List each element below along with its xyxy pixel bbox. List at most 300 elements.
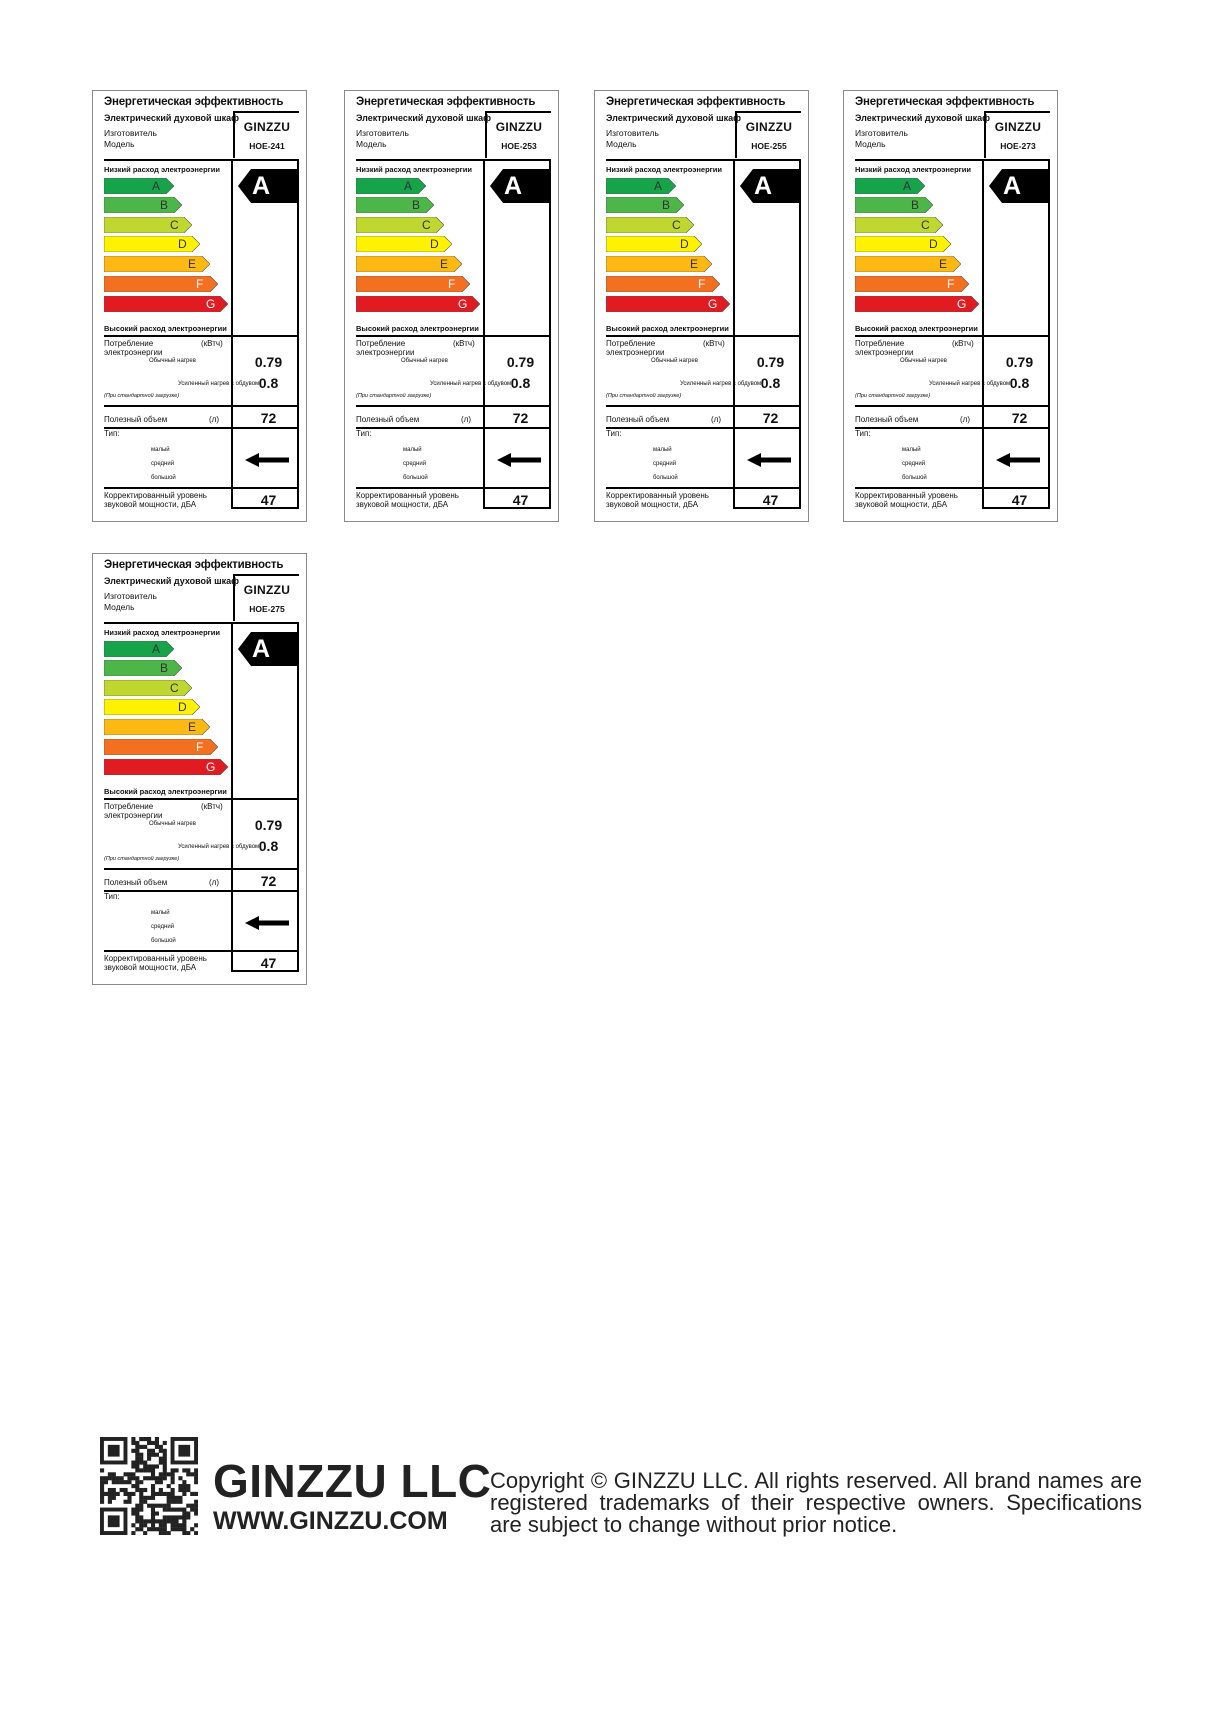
qr-module — [171, 1492, 175, 1496]
type-option: большой — [902, 475, 927, 481]
model-label: Модель — [104, 602, 135, 612]
noise-label: Корректированный уровень звуковой мощности, дБА — [104, 491, 207, 509]
volume-unit: (л) — [711, 415, 721, 424]
energy-class-bar-shape — [855, 178, 925, 194]
qr-module — [143, 1461, 147, 1465]
qr-module — [139, 1519, 143, 1523]
type-option: средний — [403, 461, 427, 467]
low-consumption-text: Низкий расход электроэнергии — [104, 165, 221, 174]
qr-module — [139, 1527, 143, 1531]
energy-class-letter: A — [152, 642, 161, 656]
energy-class-bar — [104, 217, 192, 233]
qr-module — [100, 1468, 104, 1472]
qr-module — [108, 1488, 112, 1492]
volume-label: Полезный объем — [855, 415, 919, 424]
divider — [356, 335, 551, 337]
consumption-label: Потребление электроэнергии — [855, 339, 914, 357]
type-label: Тип: — [104, 892, 120, 901]
qr-module — [163, 1508, 167, 1512]
qr-module — [127, 1476, 131, 1480]
qr-module — [135, 1519, 139, 1523]
arrow-left-icon-fill — [996, 453, 1040, 467]
qr-module — [155, 1437, 159, 1441]
type-option: средний — [151, 924, 175, 930]
qr-module — [194, 1468, 198, 1472]
consumption-normal-value: 0.79 — [254, 817, 283, 833]
label-title: Энергетическая эффективность — [606, 96, 786, 108]
volume-unit: (л) — [960, 415, 970, 424]
qr-module — [194, 1476, 198, 1480]
qr-module — [124, 1500, 128, 1504]
qr-module — [135, 1515, 139, 1519]
qr-module — [167, 1492, 171, 1496]
qr-module — [151, 1496, 155, 1500]
qr-module — [147, 1468, 151, 1472]
model-label: Модель — [356, 139, 387, 149]
qr-module — [108, 1496, 112, 1500]
qr-module — [155, 1519, 159, 1523]
low-consumption-text: Низкий расход электроэнергии — [356, 165, 473, 174]
qr-module — [143, 1496, 147, 1500]
qr-module — [194, 1511, 198, 1515]
qr-module — [167, 1515, 171, 1519]
qr-module — [182, 1508, 186, 1512]
brand-logo: GINZZU — [495, 120, 543, 134]
qr-module — [194, 1504, 198, 1508]
qr-module — [186, 1488, 190, 1492]
type-option: большой — [151, 475, 176, 481]
brand-box — [485, 111, 551, 158]
energy-class-bar — [104, 680, 192, 696]
qr-module — [178, 1527, 182, 1531]
label-title: Энергетическая эффективность — [104, 96, 284, 108]
energy-class-bar — [606, 197, 684, 213]
qr-module — [151, 1453, 155, 1457]
manufacturer-label: Изготовитель — [104, 128, 157, 138]
energy-class-bar-fill — [104, 641, 174, 657]
divider — [855, 159, 1050, 161]
energy-class-bar-fill — [356, 197, 434, 213]
qr-module — [171, 1515, 175, 1519]
qr-module — [163, 1461, 167, 1465]
qr-module — [135, 1484, 139, 1488]
brand-logo: GINZZU — [745, 120, 793, 134]
energy-class-value: A — [1003, 172, 1022, 200]
energy-class-letter: E — [690, 257, 699, 271]
noise-value: 47 — [260, 955, 277, 971]
type-option: малый — [902, 447, 921, 453]
energy-class-bar — [356, 236, 452, 252]
qr-module — [112, 1492, 116, 1496]
energy-class-letter: B — [160, 198, 169, 212]
energy-class-bar — [606, 296, 730, 312]
qr-module — [163, 1453, 167, 1457]
qr-module — [194, 1500, 198, 1504]
energy-class-bar — [606, 217, 694, 233]
qr-module — [163, 1476, 167, 1480]
qr-module — [139, 1508, 143, 1512]
qr-module — [104, 1480, 108, 1484]
qr-module — [155, 1480, 159, 1484]
qr-module — [147, 1519, 151, 1523]
consumption-forced-value: 0.8 — [760, 375, 781, 391]
qr-module — [147, 1476, 151, 1480]
energy-class-bar — [606, 256, 712, 272]
qr-module — [139, 1480, 143, 1484]
qr-module — [124, 1488, 128, 1492]
energy-class-bar — [356, 256, 462, 272]
qr-module — [139, 1496, 143, 1500]
qr-module — [127, 1472, 131, 1476]
qr-module — [171, 1527, 175, 1531]
energy-class-bar — [104, 197, 182, 213]
energy-class-bar — [606, 276, 720, 292]
qr-module — [139, 1488, 143, 1492]
qr-module — [147, 1496, 151, 1500]
consumption-forced-value: 0.8 — [1009, 375, 1030, 391]
qr-module — [186, 1472, 190, 1476]
type-option: средний — [653, 461, 677, 467]
divider — [485, 111, 551, 113]
qr-module — [143, 1437, 147, 1441]
company-name: GINZZU LLC — [213, 1455, 492, 1507]
energy-class-letter: E — [188, 720, 197, 734]
noise-label: Корректированный уровень звуковой мощности, дБА — [104, 954, 207, 972]
type-option: средний — [902, 461, 926, 467]
qr-module — [190, 1527, 194, 1531]
noise-label: Корректированный уровень звуковой мощности, дБА — [855, 491, 958, 509]
qr-module — [178, 1484, 182, 1488]
qr-module — [135, 1480, 139, 1484]
qr-module — [135, 1453, 139, 1457]
energy-class-bar-shape — [104, 197, 182, 213]
divider — [231, 159, 233, 509]
qr-module — [155, 1492, 159, 1496]
qr-module — [190, 1508, 194, 1512]
divider — [104, 335, 299, 337]
qr-module — [135, 1468, 139, 1472]
divider — [356, 487, 551, 489]
qr-module — [194, 1523, 198, 1527]
energy-class-letter: D — [178, 237, 187, 251]
energy-class-letter: B — [662, 198, 671, 212]
energy-class-bar — [855, 236, 951, 252]
qr-module — [139, 1504, 143, 1508]
standard-load-note: (При стандартной загрузке) — [104, 393, 180, 399]
energy-class-letter: C — [921, 218, 930, 232]
qr-module — [131, 1523, 135, 1527]
divider — [356, 405, 551, 407]
low-consumption-text: Низкий расход электроэнергии — [855, 165, 972, 174]
energy-class-bar — [356, 178, 426, 194]
low-consumption-text: Низкий расход электроэнергии — [606, 165, 723, 174]
high-consumption-text: Высокий расход электроэнергии — [104, 787, 227, 796]
qr-module — [139, 1500, 143, 1504]
energy-class-letter: F — [448, 277, 456, 291]
consumption-normal-value: 0.79 — [756, 354, 785, 370]
type-label: Тип: — [606, 429, 622, 438]
qr-module — [104, 1492, 108, 1496]
consumption-label: Потребление электроэнергии — [356, 339, 415, 357]
volume-unit: (л) — [461, 415, 471, 424]
consumption-forced-value: 0.8 — [258, 375, 279, 391]
energy-class-bar — [606, 178, 676, 194]
qr-module — [131, 1511, 135, 1515]
energy-class-bar — [104, 660, 182, 676]
energy-class-bar — [104, 276, 218, 292]
divider — [549, 159, 551, 509]
energy-class-letter: E — [188, 257, 197, 271]
qr-module — [174, 1508, 178, 1512]
type-option: малый — [151, 447, 170, 453]
qr-module — [171, 1519, 175, 1523]
appliance-type: Электрический духовой шкаф — [606, 113, 741, 123]
qr-module — [139, 1437, 143, 1441]
type-option: малый — [403, 447, 422, 453]
qr-module — [182, 1523, 186, 1527]
qr-module — [135, 1464, 139, 1468]
qr-module — [151, 1511, 155, 1515]
normal-heating-label: Обычный нагрев — [401, 358, 448, 364]
energy-class-indicator — [238, 632, 299, 666]
qr-module — [167, 1496, 171, 1500]
qr-module — [108, 1472, 112, 1476]
qr-finder-pattern — [178, 1445, 190, 1457]
qr-module — [116, 1476, 120, 1480]
qr-module — [108, 1476, 112, 1480]
energy-class-indicator — [740, 169, 801, 203]
qr-module — [139, 1457, 143, 1461]
divider — [356, 427, 551, 429]
qr-module — [139, 1453, 143, 1457]
divider — [104, 868, 299, 870]
qr-module — [171, 1496, 175, 1500]
energy-class-bar — [104, 236, 200, 252]
qr-module — [167, 1519, 171, 1523]
energy-class-bar-fill — [104, 660, 182, 676]
qr-module — [182, 1484, 186, 1488]
qr-module — [112, 1496, 116, 1500]
qr-module — [139, 1492, 143, 1496]
qr-code — [100, 1437, 198, 1535]
high-consumption-text: Высокий расход электроэнергии — [356, 324, 479, 333]
energy-class-bar — [104, 296, 228, 312]
energy-label — [92, 90, 307, 522]
model-label: Модель — [606, 139, 637, 149]
type-option: малый — [151, 910, 170, 916]
normal-heating-label: Обычный нагрев — [900, 358, 947, 364]
noise-value: 47 — [260, 492, 277, 508]
energy-class-bar — [104, 256, 210, 272]
model-label: Модель — [104, 139, 135, 149]
qr-module — [143, 1488, 147, 1492]
company-website: WWW.GINZZU.COM — [213, 1507, 448, 1535]
qr-module — [159, 1523, 163, 1527]
divider — [297, 159, 299, 509]
qr-module — [151, 1527, 155, 1531]
normal-heating-label: Обычный нагрев — [149, 358, 196, 364]
qr-module — [194, 1531, 198, 1535]
qr-module — [163, 1523, 167, 1527]
forced-convection-label: Усиленный нагрев с обдувом — [680, 381, 762, 387]
volume-value: 72 — [512, 410, 529, 426]
energy-class-letter: D — [178, 700, 187, 714]
energy-class-letter: C — [672, 218, 681, 232]
qr-module — [143, 1523, 147, 1527]
divider — [982, 159, 984, 509]
energy-class-bar-shape — [356, 178, 426, 194]
arrow-left-icon-shape — [245, 916, 289, 930]
model-number: HOE-275 — [249, 604, 285, 614]
model-label: Модель — [855, 139, 886, 149]
brand-logo: GINZZU — [994, 120, 1042, 134]
energy-class-bar — [855, 217, 943, 233]
qr-module — [100, 1492, 104, 1496]
model-number: HOE-253 — [501, 141, 537, 151]
energy-class-bar-fill — [104, 178, 174, 194]
noise-value: 47 — [1011, 492, 1028, 508]
consumption-normal-value: 0.79 — [254, 354, 283, 370]
volume-value: 72 — [260, 873, 277, 889]
qr-module — [135, 1527, 139, 1531]
qr-module — [127, 1492, 131, 1496]
normal-heating-label: Обычный нагрев — [651, 358, 698, 364]
qr-module — [178, 1515, 182, 1519]
qr-module — [186, 1504, 190, 1508]
qr-module — [174, 1527, 178, 1531]
qr-module — [108, 1492, 112, 1496]
energy-class-bar — [356, 217, 444, 233]
energy-class-bar-shape — [104, 178, 174, 194]
energy-label — [843, 90, 1058, 522]
qr-module — [151, 1449, 155, 1453]
qr-module — [135, 1488, 139, 1492]
qr-module — [143, 1468, 147, 1472]
qr-module — [159, 1449, 163, 1453]
qr-module — [100, 1484, 104, 1488]
qr-module — [159, 1527, 163, 1531]
qr-finder-pattern — [108, 1445, 120, 1457]
qr-module — [167, 1500, 171, 1504]
qr-module — [178, 1523, 182, 1527]
appliance-type: Электрический духовой шкаф — [104, 576, 239, 586]
energy-class-letter: D — [430, 237, 439, 251]
type-label: Тип: — [356, 429, 372, 438]
standard-load-note: (При стандартной загрузке) — [356, 393, 432, 399]
energy-class-letter: C — [170, 218, 179, 232]
qr-module — [135, 1511, 139, 1515]
qr-module — [151, 1504, 155, 1508]
energy-class-bar — [104, 641, 174, 657]
divider — [733, 159, 735, 509]
energy-class-bar-shape — [606, 178, 676, 194]
energy-class-bar — [104, 739, 218, 755]
qr-module — [147, 1464, 151, 1468]
energy-class-bar-fill — [104, 197, 182, 213]
consumption-label: Потребление электроэнергии — [104, 802, 163, 820]
qr-module — [127, 1500, 131, 1504]
qr-module — [167, 1472, 171, 1476]
energy-class-bar — [104, 719, 210, 735]
qr-module — [159, 1457, 163, 1461]
energy-class-bar-shape — [606, 197, 684, 213]
qr-module — [139, 1468, 143, 1472]
qr-module — [147, 1527, 151, 1531]
qr-module — [135, 1461, 139, 1465]
divider — [606, 159, 801, 161]
qr-module — [100, 1476, 104, 1480]
qr-module — [131, 1449, 135, 1453]
qr-module — [143, 1464, 147, 1468]
energy-class-bar — [855, 197, 933, 213]
qr-module — [151, 1484, 155, 1488]
arrow-left-icon — [747, 453, 791, 467]
qr-module — [182, 1519, 186, 1523]
divider — [104, 890, 299, 892]
divider — [297, 622, 299, 972]
qr-module — [171, 1508, 175, 1512]
qr-module — [112, 1476, 116, 1480]
energy-class-bar-shape — [104, 641, 174, 657]
qr-module — [100, 1496, 104, 1500]
volume-label: Полезный объем — [104, 878, 168, 887]
qr-module — [127, 1496, 131, 1500]
qr-module — [163, 1492, 167, 1496]
qr-module — [104, 1476, 108, 1480]
qr-module — [143, 1500, 147, 1504]
brand-box — [233, 574, 299, 621]
qr-module — [167, 1504, 171, 1508]
qr-module — [159, 1472, 163, 1476]
divider — [231, 622, 233, 972]
arrow-left-icon — [245, 453, 289, 467]
qr-module — [182, 1492, 186, 1496]
qr-module — [131, 1508, 135, 1512]
qr-module — [100, 1480, 104, 1484]
qr-module — [159, 1492, 163, 1496]
energy-class-letter: E — [939, 257, 948, 271]
energy-class-letter: G — [206, 297, 216, 311]
energy-class-bar-fill — [855, 197, 933, 213]
energy-class-value: A — [252, 635, 271, 663]
divider — [735, 111, 801, 113]
energy-class-letter: A — [903, 179, 912, 193]
qr-finder-pattern — [108, 1515, 120, 1527]
divider — [984, 111, 1050, 113]
model-number: HOE-255 — [751, 141, 787, 151]
qr-module — [139, 1461, 143, 1465]
energy-class-letter: F — [196, 740, 204, 754]
qr-module — [163, 1441, 167, 1445]
energy-class-letter: F — [947, 277, 955, 291]
qr-module — [135, 1476, 139, 1480]
divider — [855, 335, 1050, 337]
consumption-unit: (кВтч) — [703, 339, 725, 348]
qr-module — [147, 1453, 151, 1457]
divider — [104, 487, 299, 489]
qr-module — [167, 1531, 171, 1535]
energy-class-value: A — [252, 172, 271, 200]
forced-convection-label: Усиленный нагрев с обдувом — [178, 844, 260, 850]
energy-class-bar — [855, 276, 969, 292]
energy-class-letter: G — [708, 297, 718, 311]
energy-class-value: A — [504, 172, 523, 200]
qr-module — [174, 1523, 178, 1527]
qr-module — [182, 1511, 186, 1515]
qr-module — [163, 1449, 167, 1453]
volume-value: 72 — [1011, 410, 1028, 426]
qr-module — [135, 1445, 139, 1449]
